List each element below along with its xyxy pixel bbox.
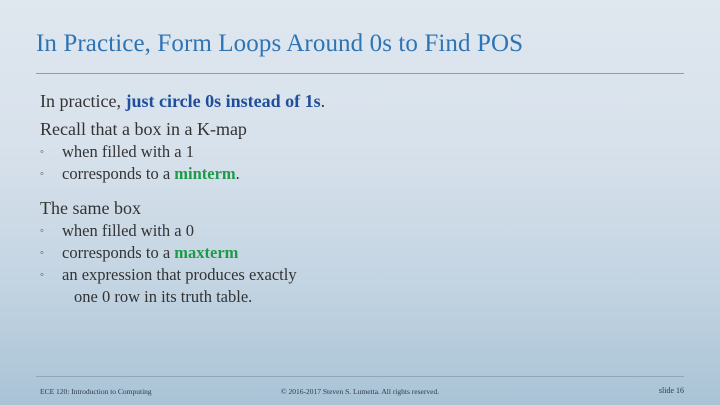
block1-item1-text: when filled with a 1 <box>62 142 194 161</box>
block2-item3-text <box>50 264 690 308</box>
slide-footer <box>0 382 720 402</box>
bullet-icon: ◦ <box>40 146 44 158</box>
block2-lead: The same box <box>40 198 141 218</box>
block1-item2-text <box>50 163 690 185</box>
title-divider <box>36 73 684 74</box>
minterm-term: minterm <box>174 164 236 183</box>
bullet-icon: ◦ <box>40 247 44 259</box>
page-title: In Practice, Form Loops Around 0s to Find POS <box>36 30 524 57</box>
spacer <box>40 185 690 195</box>
intro-emphasis: just circle 0s instead of 1s <box>125 91 321 111</box>
block1-item2-suffix: . <box>235 164 240 183</box>
footer-copyright: © 2016-2017 Steven S. Lumetta. All rights reserved. <box>280 387 440 396</box>
footer-slide-number: slide 16 <box>658 386 684 395</box>
block1-item2-prefix: corresponds to a <box>62 164 175 183</box>
list-item <box>40 220 690 242</box>
intro-prefix: In practice, <box>40 91 126 111</box>
intro-suffix: . <box>320 91 326 111</box>
bullet-icon: ◦ <box>40 168 44 180</box>
list-item <box>40 264 690 308</box>
intro-paragraph <box>40 89 690 113</box>
block2-item3-line2: one 0 row in its truth table. <box>74 287 253 306</box>
list-item <box>40 141 690 163</box>
bullet-icon: ◦ <box>40 225 44 237</box>
block2-item1-text: when filled with a 0 <box>62 221 194 240</box>
list-item <box>40 163 690 185</box>
block2-item2-prefix: corresponds to a <box>62 243 175 262</box>
block2-item3-line1: an expression that produces exactly <box>62 265 297 284</box>
list-item <box>40 242 690 264</box>
slide-body <box>40 89 690 308</box>
block2-item2-text <box>50 242 690 264</box>
bullet-icon: ◦ <box>40 269 44 281</box>
block1-lead: Recall that a box in a K-map <box>40 119 247 139</box>
maxterm-term: maxterm <box>174 243 239 262</box>
footer-course: ECE 120: Introduction to Computing <box>40 387 152 396</box>
footer-divider <box>36 376 684 377</box>
